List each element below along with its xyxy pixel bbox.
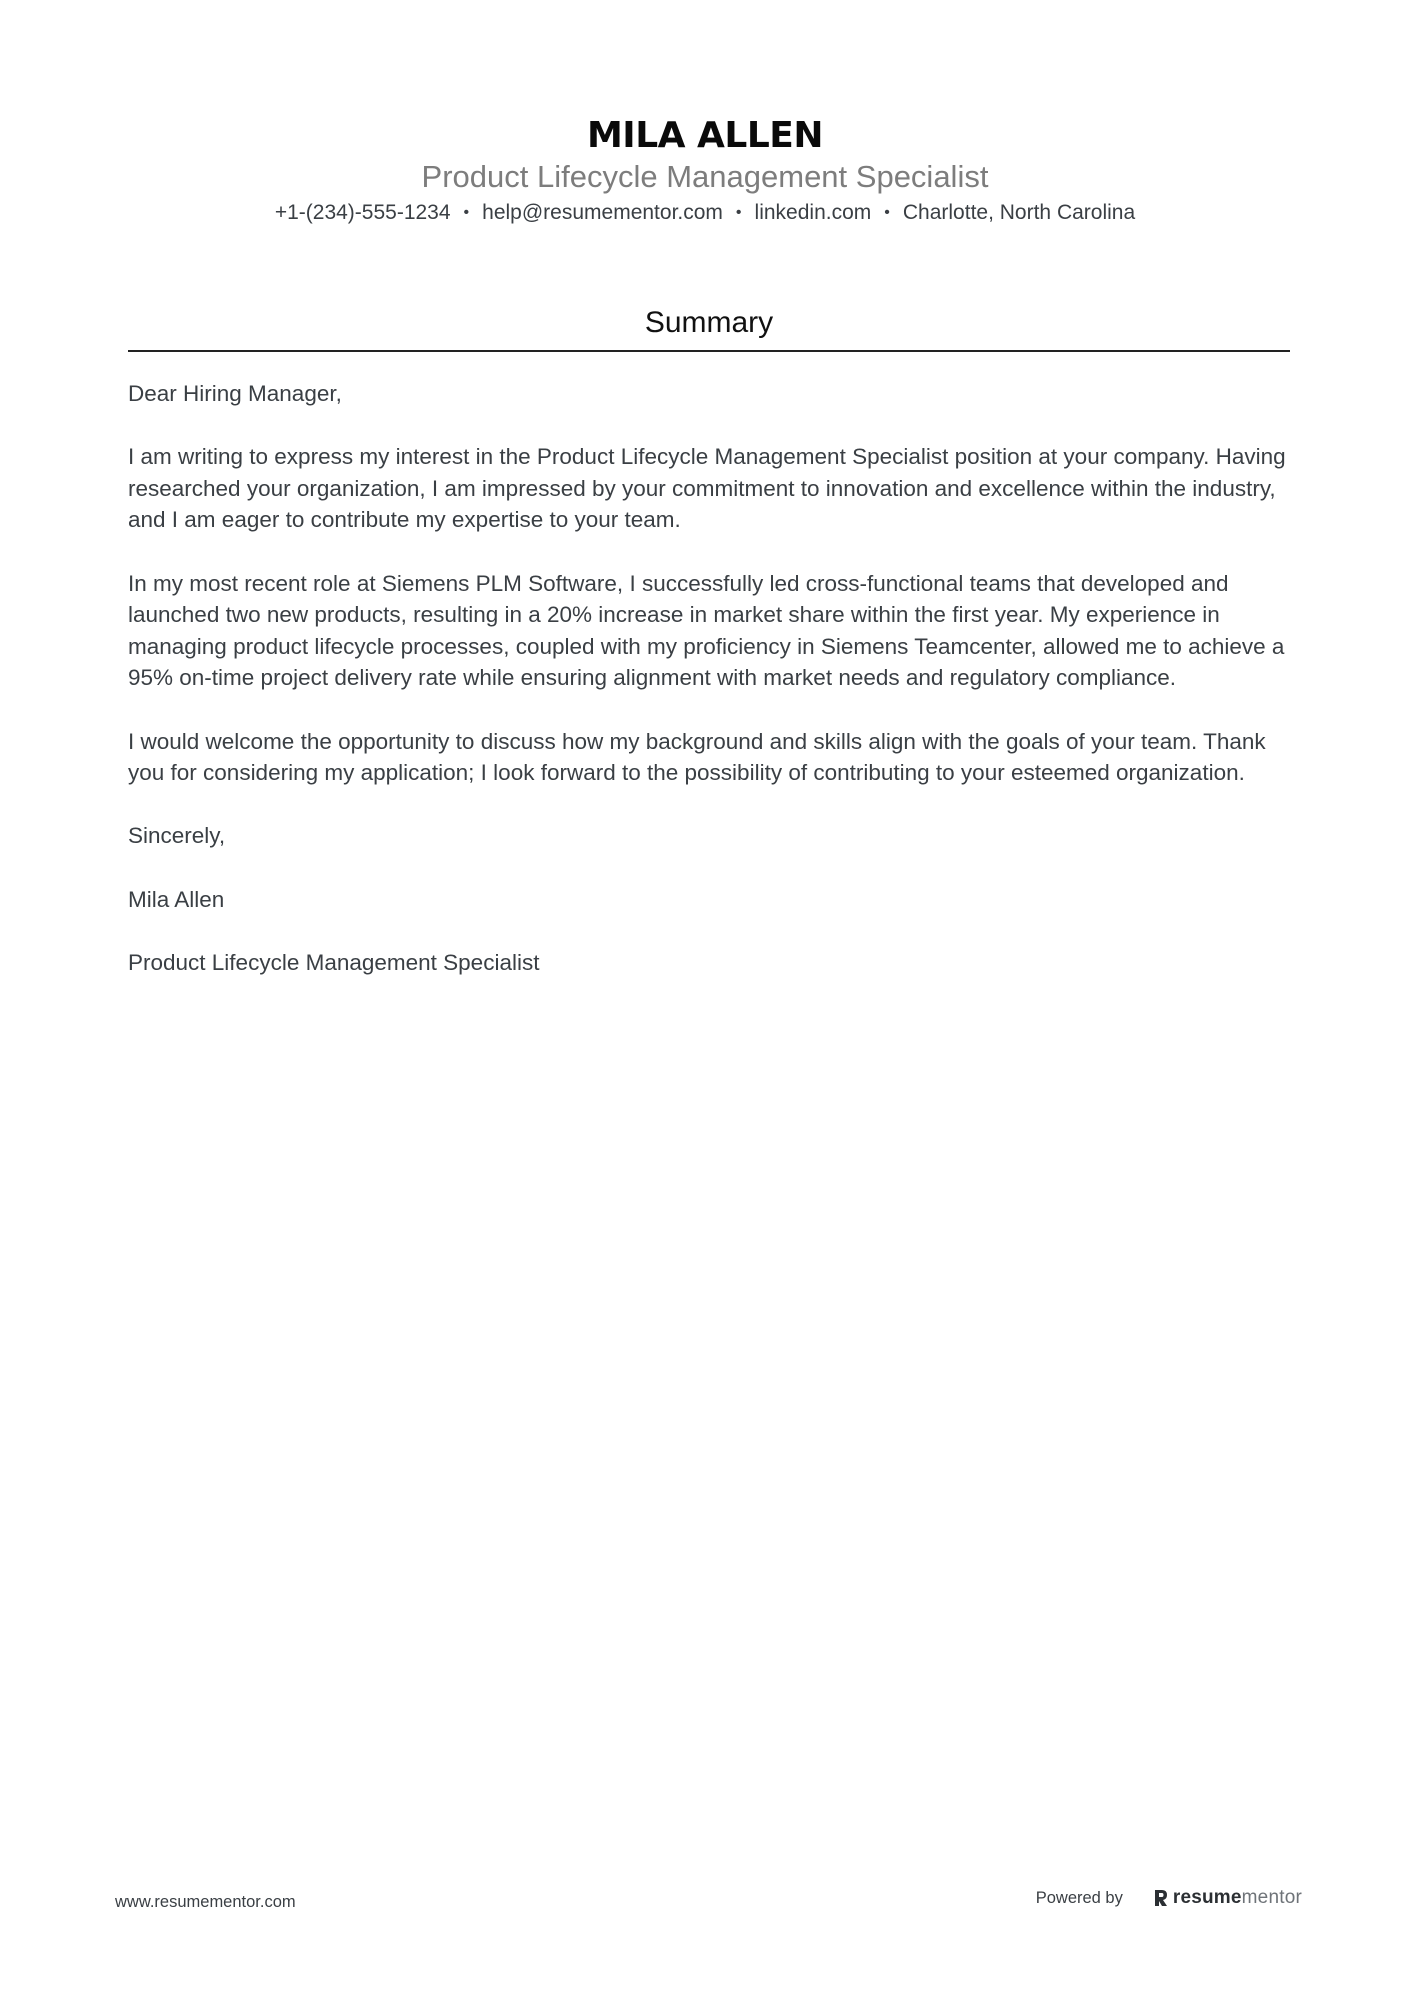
contact-location: Charlotte, North Carolina [902,201,1136,224]
brand-name-part2: mentor [1241,1887,1302,1908]
candidate-name: MILA ALLEN [586,115,823,156]
candidate-role: Product Lifecycle Management Specialist [421,159,989,194]
letter-closing: Sincerely, [128,823,226,849]
letter-paragraph: I would welcome the opportunity to discuss how my background and skills align with the goals of your team. Thank you for considering my application; I look forward to the possibility of contributing to your esteemed organization. [128,728,1266,786]
powered-by-label: Powered by [1035,1888,1123,1907]
letter-greeting: Dear Hiring Manager, [128,381,342,406]
contact-phone: +1-(234)-555-1234 [274,201,451,224]
contact-line [0,198,1410,228]
footer-branding [1036,1887,1302,1909]
contact-website[interactable]: linkedin.com [754,201,872,224]
contact-separator: • [884,204,890,221]
contact-email[interactable]: help@resumementor.com [482,201,723,224]
cover-letter-body [128,378,1290,1010]
resume-header [0,112,1410,228]
section-divider [128,350,1290,352]
section-title: Summary [644,306,774,339]
footer-website[interactable]: www.resumementor.com [115,1893,296,1911]
contact-separator: • [463,204,470,221]
contact-separator: • [735,204,742,221]
resumementor-logo-icon [1153,1888,1169,1908]
brand-name-part1: resume [1172,1887,1242,1908]
letter-paragraph: I am writing to express my interest in the Product Lifecycle Management Specialist position at your company. Having researched your organization, I am impressed by your commitment to innovation and excellence within the industry, and I am eager to contribute my expertise to your team. [128,444,1286,533]
signature-name: Mila Allen [128,886,225,912]
signature-title: Product Lifecycle Management Specialist [128,949,540,975]
letter-paragraph: In my most recent role at Siemens PLM Software, I successfully led cross-functional teams that developed and launched two new products, resulting in a 20% increase in market share within the first year. My experience in managing product lifecycle processes, coupled with my proficiency in Siemens Teamcenter, allowed me to achieve a 95% on-time project delivery rate while ensuring alignment with market needs and regulatory compliance. [128,570,1285,691]
brand-logo[interactable] [1153,1887,1302,1909]
